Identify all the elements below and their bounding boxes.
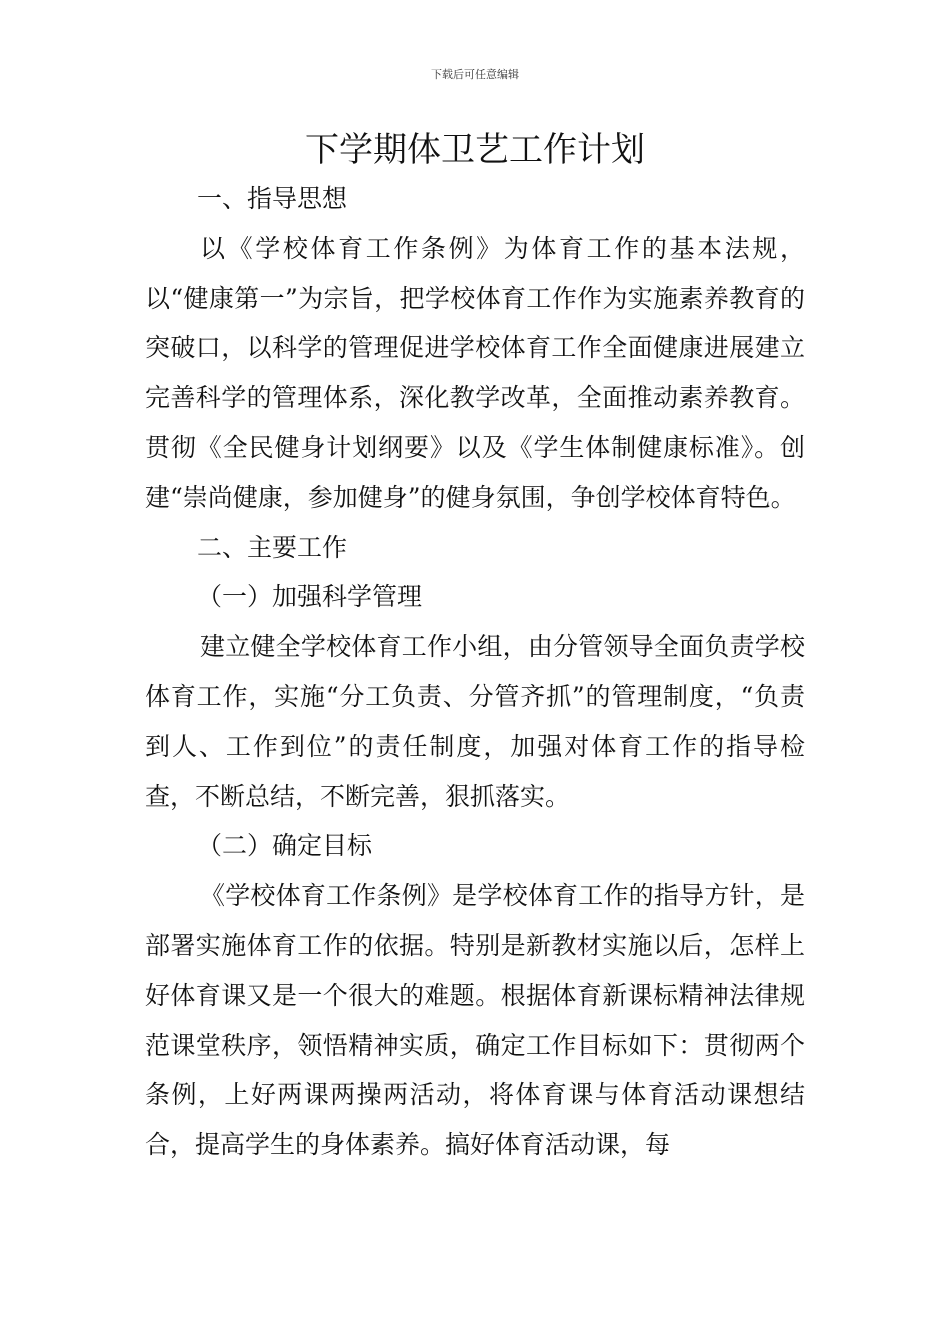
subsection-heading-goals: （二）确定目标 [197,831,373,861]
paragraph-goals: 《学校体育工作条例》是学校体育工作的指导方针，是部署实施体育工作的依据。特别是新教材实施以后，怎样上好体育课又是一个很大的难题。根据体育新课标精神法律规范课堂秩序，领悟精神实质，确定工作目标如下：贯彻两个条例，上好两课两操两活动，将体育课与体育活动课想结合，提高学生的身体素养。搞好体育活动课，每 [145,881,805,1160]
document-title: 下学期体卫艺工作计划 [305,130,645,170]
document-body [145,174,805,1170]
paragraph-management: 建立健全学校体育工作小组，由分管领导全面负责学校体育工作，实施“分工负责、分管齐抓”的管理制度，“负责到人、工作到位”的责任制度，加强对体育工作的指导检查，不断总结，不断完善，狠抓落实。 [145,632,805,811]
paragraph-guiding-ideology: 以《学校体育工作条例》为体育工作的基本法规，以“健康第一”为宗旨，把学校体育工作作为实施素养教育的突破口，以科学的管理促进学校体育工作全面健康进展建立完善科学的管理体系，深化教学改革，全面推动素养教育。贯彻《全民健身计划纲要》以及《学生体制健康标准》。创建“崇尚健康，参加健身”的健身氛围，争创学校体育特色。 [145,233,805,512]
section-heading-guiding-ideology: 一、指导思想 [197,184,348,213]
header-note: 下载后可任意编辑 [431,68,519,81]
section-heading-main-work: 二、主要工作 [197,532,348,562]
subsection-heading-management: （一）加强科学管理 [197,582,423,612]
